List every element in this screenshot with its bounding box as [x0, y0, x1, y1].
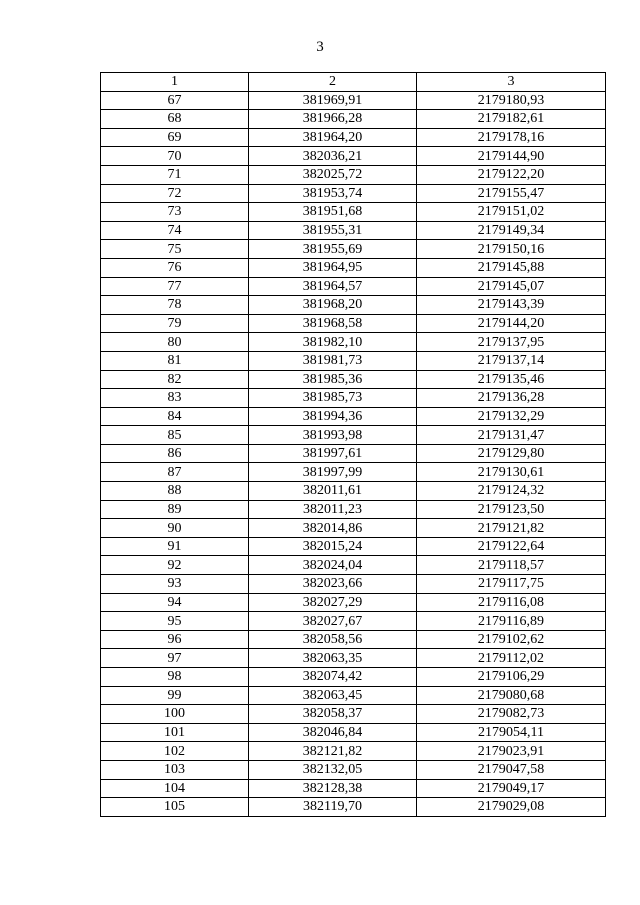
table-row [101, 537, 606, 556]
x-coordinate-cell: 381953,74 [249, 184, 417, 203]
y-coordinate-cell: 2179182,61 [417, 110, 606, 129]
x-coordinate-cell: 381964,20 [249, 128, 417, 147]
y-coordinate-cell: 2179131,47 [417, 426, 606, 445]
table-row [101, 203, 606, 222]
x-coordinate-cell: 381993,98 [249, 426, 417, 445]
y-coordinate-cell: 2179112,02 [417, 649, 606, 668]
x-coordinate-cell: 381955,31 [249, 221, 417, 240]
point-number-cell: 97 [101, 649, 249, 668]
table-row [101, 668, 606, 687]
y-coordinate-cell: 2179023,91 [417, 742, 606, 761]
y-coordinate-cell: 2179155,47 [417, 184, 606, 203]
x-coordinate-cell: 382132,05 [249, 760, 417, 779]
table-header-row [101, 73, 606, 92]
point-number-cell: 67 [101, 91, 249, 110]
table-row [101, 742, 606, 761]
point-number-cell: 94 [101, 593, 249, 612]
x-coordinate-cell: 381964,57 [249, 277, 417, 296]
x-coordinate-cell: 381981,73 [249, 351, 417, 370]
x-coordinate-cell: 381985,73 [249, 389, 417, 408]
table-row [101, 612, 606, 631]
point-number-cell: 69 [101, 128, 249, 147]
y-coordinate-cell: 2179049,17 [417, 779, 606, 798]
y-coordinate-cell: 2179137,14 [417, 351, 606, 370]
point-number-cell: 101 [101, 723, 249, 742]
point-number-cell: 68 [101, 110, 249, 129]
y-coordinate-cell: 2179137,95 [417, 333, 606, 352]
table-row [101, 593, 606, 612]
y-coordinate-cell: 2179145,88 [417, 258, 606, 277]
table-row [101, 556, 606, 575]
y-coordinate-cell: 2179123,50 [417, 500, 606, 519]
point-number-cell: 77 [101, 277, 249, 296]
y-coordinate-cell: 2179116,08 [417, 593, 606, 612]
y-coordinate-cell: 2179122,64 [417, 537, 606, 556]
table-row [101, 463, 606, 482]
x-coordinate-cell: 382023,66 [249, 575, 417, 594]
point-number-cell: 100 [101, 705, 249, 724]
x-coordinate-cell: 382063,35 [249, 649, 417, 668]
table-row [101, 575, 606, 594]
point-number-cell: 90 [101, 519, 249, 538]
y-coordinate-cell: 2179054,11 [417, 723, 606, 742]
table-row [101, 110, 606, 129]
x-coordinate-cell: 382027,29 [249, 593, 417, 612]
x-coordinate-cell: 381969,91 [249, 91, 417, 110]
point-number-cell: 91 [101, 537, 249, 556]
x-coordinate-cell: 382015,24 [249, 537, 417, 556]
y-coordinate-cell: 2179129,80 [417, 444, 606, 463]
x-coordinate-cell: 381985,36 [249, 370, 417, 389]
x-coordinate-cell: 382025,72 [249, 165, 417, 184]
point-number-cell: 104 [101, 779, 249, 798]
y-coordinate-cell: 2179151,02 [417, 203, 606, 222]
page-number: 3 [316, 39, 324, 55]
point-number-cell: 87 [101, 463, 249, 482]
point-number-cell: 89 [101, 500, 249, 519]
y-coordinate-cell: 2179144,20 [417, 314, 606, 333]
x-coordinate-cell: 382121,82 [249, 742, 417, 761]
column-header-2: 2 [249, 73, 417, 92]
table-row [101, 482, 606, 501]
table-row [101, 444, 606, 463]
point-number-cell: 73 [101, 203, 249, 222]
x-coordinate-cell: 382063,45 [249, 686, 417, 705]
x-coordinate-cell: 382027,67 [249, 612, 417, 631]
column-header-1: 1 [101, 73, 249, 92]
point-number-cell: 79 [101, 314, 249, 333]
x-coordinate-cell: 382011,23 [249, 500, 417, 519]
point-number-cell: 102 [101, 742, 249, 761]
table-row [101, 277, 606, 296]
point-number-cell: 105 [101, 798, 249, 817]
y-coordinate-cell: 2179143,39 [417, 296, 606, 315]
x-coordinate-cell: 382046,84 [249, 723, 417, 742]
x-coordinate-cell: 381968,20 [249, 296, 417, 315]
point-number-cell: 81 [101, 351, 249, 370]
table-row [101, 314, 606, 333]
x-coordinate-cell: 382058,56 [249, 630, 417, 649]
y-coordinate-cell: 2179132,29 [417, 407, 606, 426]
table-row [101, 407, 606, 426]
x-coordinate-cell: 381955,69 [249, 240, 417, 259]
table-row [101, 630, 606, 649]
y-coordinate-cell: 2179116,89 [417, 612, 606, 631]
point-number-cell: 92 [101, 556, 249, 575]
point-number-cell: 78 [101, 296, 249, 315]
x-coordinate-cell: 381994,36 [249, 407, 417, 426]
x-coordinate-cell: 382011,61 [249, 482, 417, 501]
table-row [101, 184, 606, 203]
y-coordinate-cell: 2179136,28 [417, 389, 606, 408]
x-coordinate-cell: 381951,68 [249, 203, 417, 222]
x-coordinate-cell: 381997,61 [249, 444, 417, 463]
coordinates-table [100, 72, 606, 817]
column-header-3: 3 [417, 73, 606, 92]
table-row [101, 760, 606, 779]
x-coordinate-cell: 382128,38 [249, 779, 417, 798]
y-coordinate-cell: 2179047,58 [417, 760, 606, 779]
point-number-cell: 99 [101, 686, 249, 705]
y-coordinate-cell: 2179117,75 [417, 575, 606, 594]
point-number-cell: 96 [101, 630, 249, 649]
y-coordinate-cell: 2179124,32 [417, 482, 606, 501]
x-coordinate-cell: 382058,37 [249, 705, 417, 724]
point-number-cell: 103 [101, 760, 249, 779]
table-row [101, 165, 606, 184]
point-number-cell: 76 [101, 258, 249, 277]
table-row [101, 705, 606, 724]
y-coordinate-cell: 2179102,62 [417, 630, 606, 649]
x-coordinate-cell: 381968,58 [249, 314, 417, 333]
y-coordinate-cell: 2179145,07 [417, 277, 606, 296]
table-row [101, 296, 606, 315]
x-coordinate-cell: 381966,28 [249, 110, 417, 129]
table-body [101, 91, 606, 816]
table-header [101, 73, 606, 92]
point-number-cell: 85 [101, 426, 249, 445]
point-number-cell: 75 [101, 240, 249, 259]
y-coordinate-cell: 2179135,46 [417, 370, 606, 389]
table-row [101, 686, 606, 705]
point-number-cell: 93 [101, 575, 249, 594]
table-row [101, 426, 606, 445]
table-row [101, 333, 606, 352]
y-coordinate-cell: 2179144,90 [417, 147, 606, 166]
x-coordinate-cell: 382119,70 [249, 798, 417, 817]
table-row [101, 500, 606, 519]
x-coordinate-cell: 381997,99 [249, 463, 417, 482]
y-coordinate-cell: 2179106,29 [417, 668, 606, 687]
y-coordinate-cell: 2179149,34 [417, 221, 606, 240]
y-coordinate-cell: 2179178,16 [417, 128, 606, 147]
point-number-cell: 98 [101, 668, 249, 687]
y-coordinate-cell: 2179080,68 [417, 686, 606, 705]
y-coordinate-cell: 2179029,08 [417, 798, 606, 817]
y-coordinate-cell: 2179180,93 [417, 91, 606, 110]
table-row [101, 240, 606, 259]
table-row [101, 519, 606, 538]
point-number-cell: 95 [101, 612, 249, 631]
y-coordinate-cell: 2179118,57 [417, 556, 606, 575]
table-row [101, 258, 606, 277]
point-number-cell: 86 [101, 444, 249, 463]
point-number-cell: 80 [101, 333, 249, 352]
table-row [101, 649, 606, 668]
table-row [101, 91, 606, 110]
x-coordinate-cell: 382036,21 [249, 147, 417, 166]
x-coordinate-cell: 382024,04 [249, 556, 417, 575]
y-coordinate-cell: 2179122,20 [417, 165, 606, 184]
table-row [101, 370, 606, 389]
table-row [101, 351, 606, 370]
table-row [101, 389, 606, 408]
x-coordinate-cell: 381964,95 [249, 258, 417, 277]
table-row [101, 779, 606, 798]
point-number-cell: 88 [101, 482, 249, 501]
point-number-cell: 72 [101, 184, 249, 203]
y-coordinate-cell: 2179130,61 [417, 463, 606, 482]
table-row [101, 147, 606, 166]
point-number-cell: 70 [101, 147, 249, 166]
point-number-cell: 82 [101, 370, 249, 389]
table-row [101, 798, 606, 817]
table-row [101, 221, 606, 240]
x-coordinate-cell: 381982,10 [249, 333, 417, 352]
point-number-cell: 84 [101, 407, 249, 426]
point-number-cell: 83 [101, 389, 249, 408]
x-coordinate-cell: 382014,86 [249, 519, 417, 538]
y-coordinate-cell: 2179150,16 [417, 240, 606, 259]
x-coordinate-cell: 382074,42 [249, 668, 417, 687]
point-number-cell: 74 [101, 221, 249, 240]
y-coordinate-cell: 2179082,73 [417, 705, 606, 724]
y-coordinate-cell: 2179121,82 [417, 519, 606, 538]
table-row [101, 723, 606, 742]
table-row [101, 128, 606, 147]
point-number-cell: 71 [101, 165, 249, 184]
